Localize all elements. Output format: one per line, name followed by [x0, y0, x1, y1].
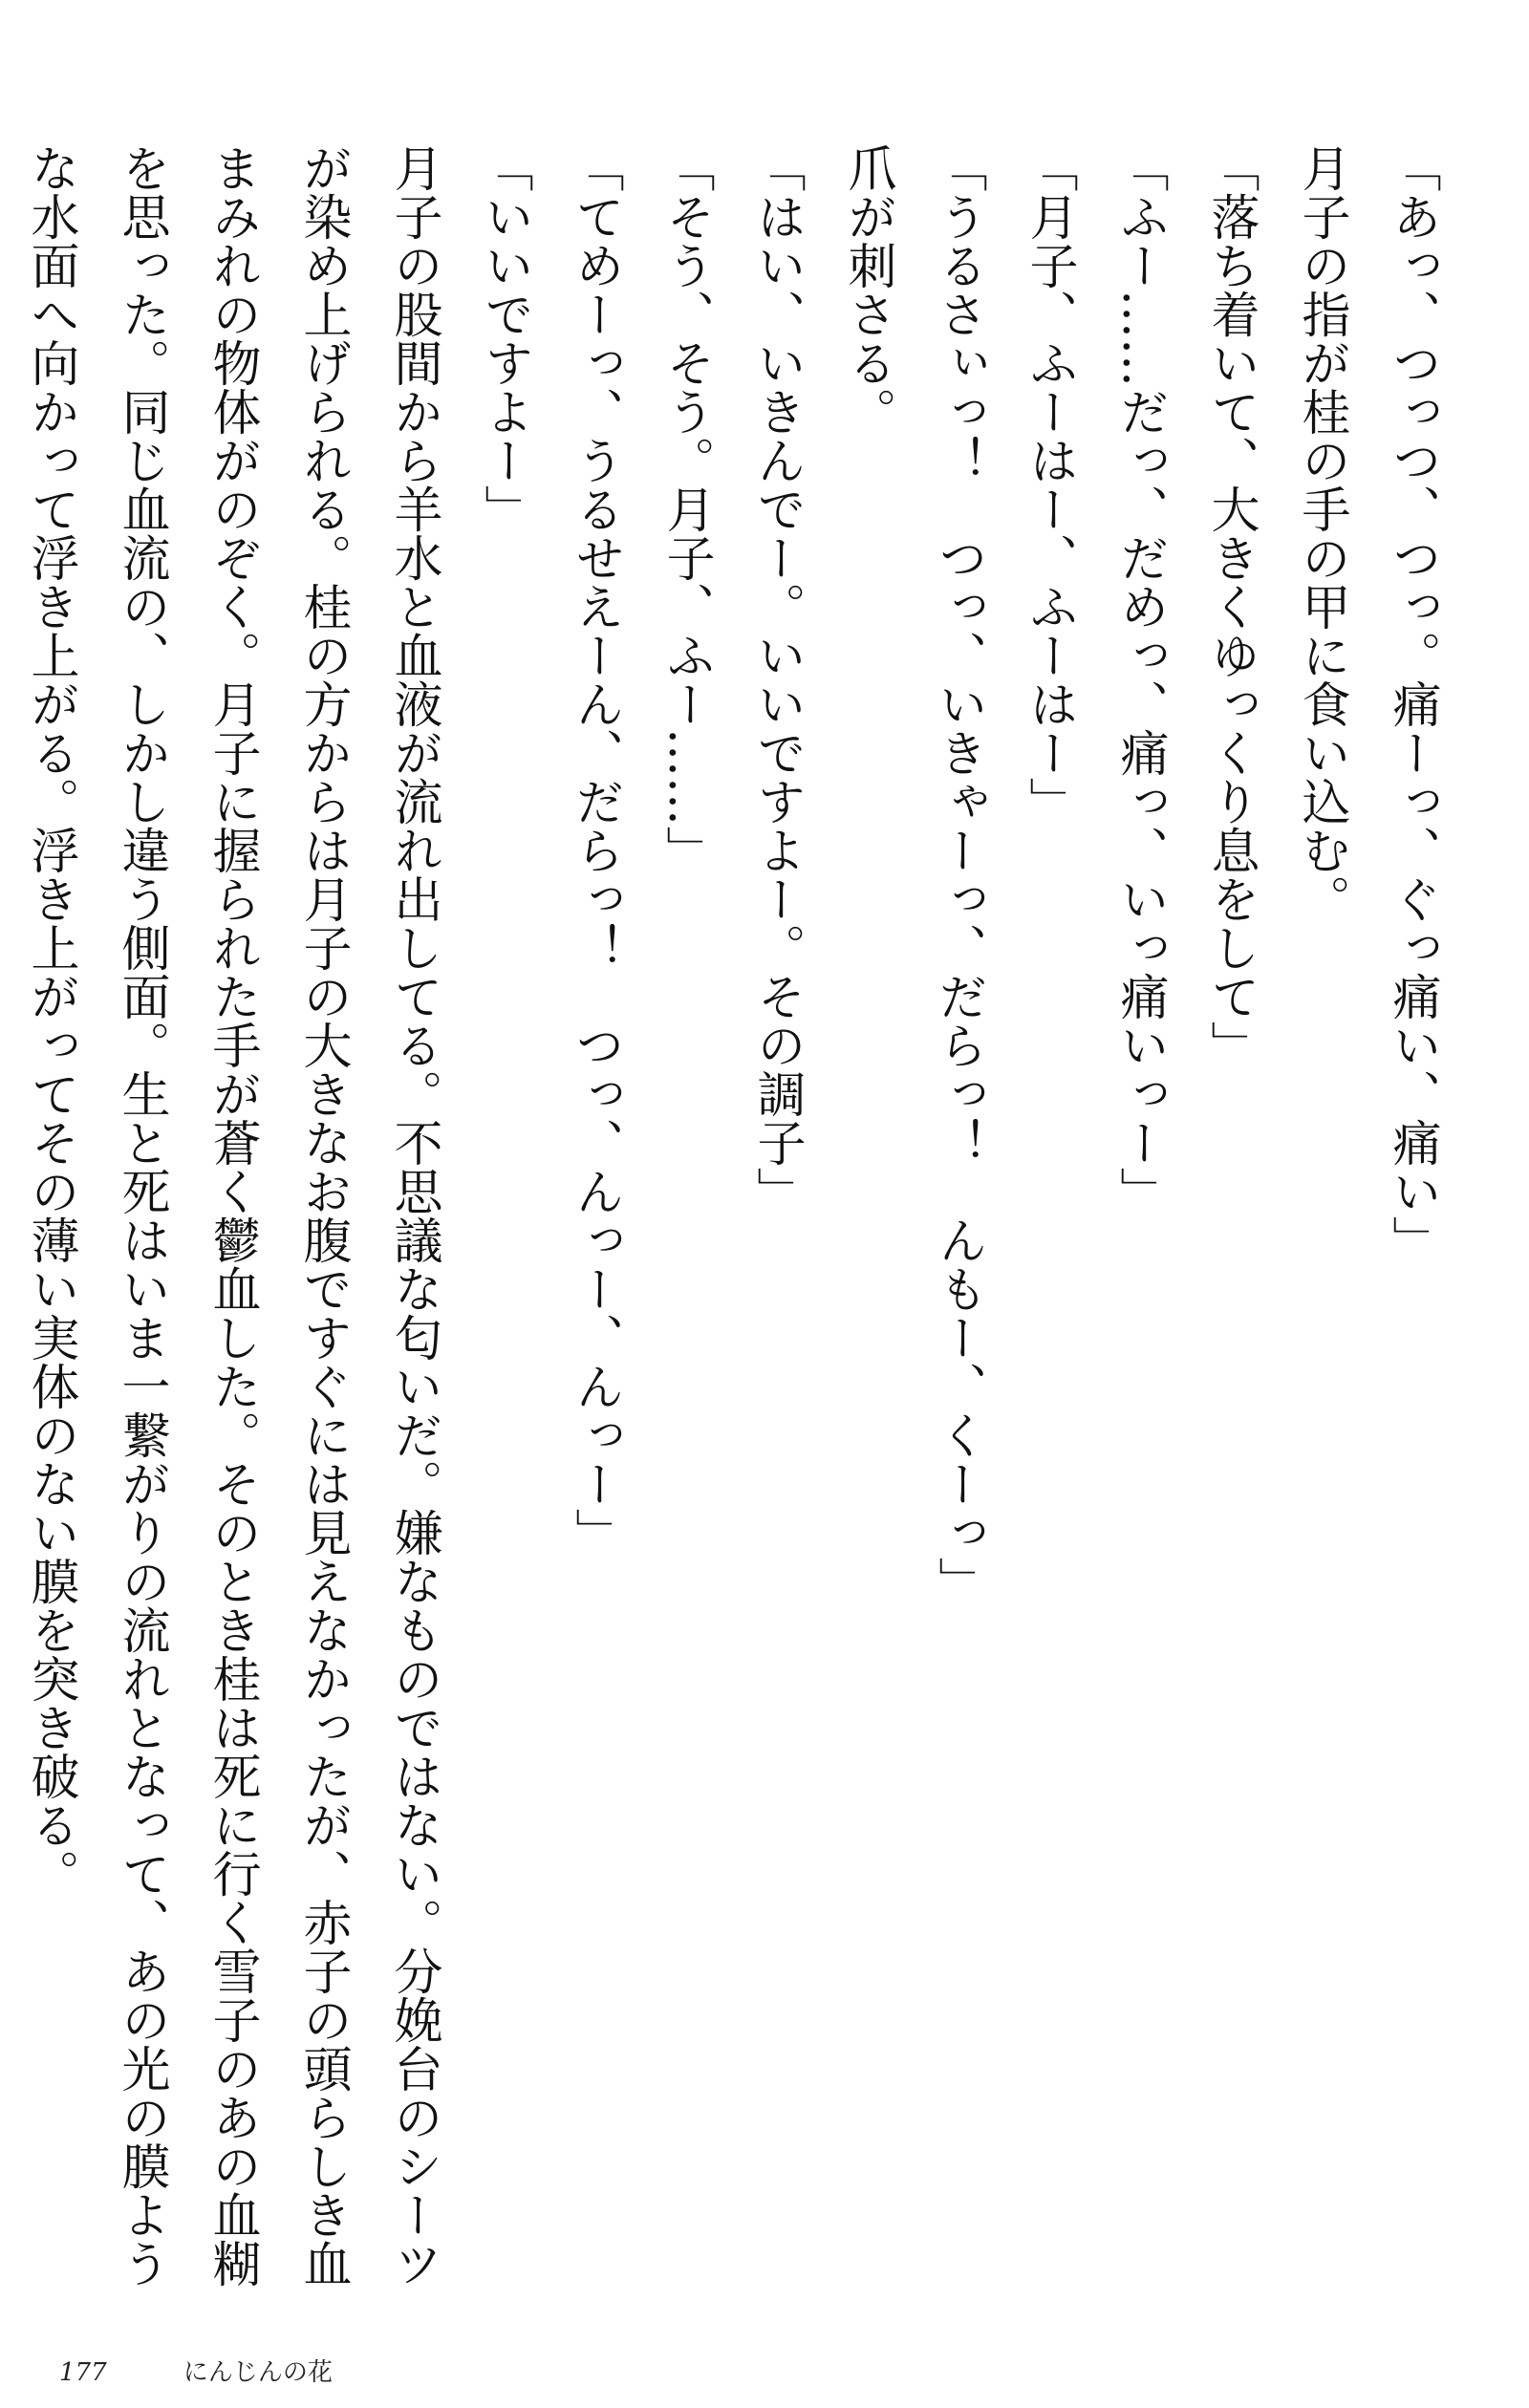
book-title: にんじんの花: [183, 2358, 333, 2387]
vertical-text-body: [0, 143, 1457, 2293]
paragraph: 爪が刺さる。: [839, 143, 895, 436]
paragraph: [0, 143, 5, 2293]
paragraph: 「てめーっ、うるせえーん、だらっ！ つっ、んっー、んっー」: [567, 143, 623, 1557]
paragraph: 月子の股間から羊水と血液が流れ出してる。不思議な匂いだ。嫌なものではない。分娩台のシーツが染め上げられる。桂の方からは月子の大きなお腹ですぐには見えなかったが、赤子の頭らしき血まみれの物体がのぞく。月子に握られた手が蒼く鬱血した。そのとき桂は死に行く雪子のあの血糊を思った。同じ血流の、しかし違う側面。生と死はいま一繋がりの流れとなって、あの光の膜ような水面へ向かって浮き上がる。浮き上がってその薄い実体のない膜を突き破る。: [22, 143, 441, 2288]
paragraph: 「そう、そう。月子、ふー……」: [657, 143, 714, 874]
paragraph: 月子の指が桂の手の甲に食い込む。: [1293, 143, 1349, 923]
paragraph: 「あっ、つっつ、つっ。痛ーっ、ぐっ痛い、痛い」: [1384, 143, 1440, 1264]
paragraph: 「うるさぃっ！ つっ、いきゃーっ、だらっ！ んもー、くーっ」: [930, 143, 986, 1605]
paragraph: 「はい、いきんでー。いいですよー。その調子」: [748, 143, 805, 1215]
paragraph: 「月子、ふーはー、ふーはー」: [1021, 143, 1077, 826]
paragraph: 「ふー……だっ、だめっ、痛っ、いっ痛いっー」: [1111, 143, 1168, 1215]
page-footer: [59, 2353, 333, 2388]
paragraph: 「落ち着いて、大きくゆっくり息をして」: [1202, 143, 1259, 1069]
paragraph: 「いいですよー」: [476, 143, 532, 533]
page-number: 177: [59, 2358, 107, 2387]
